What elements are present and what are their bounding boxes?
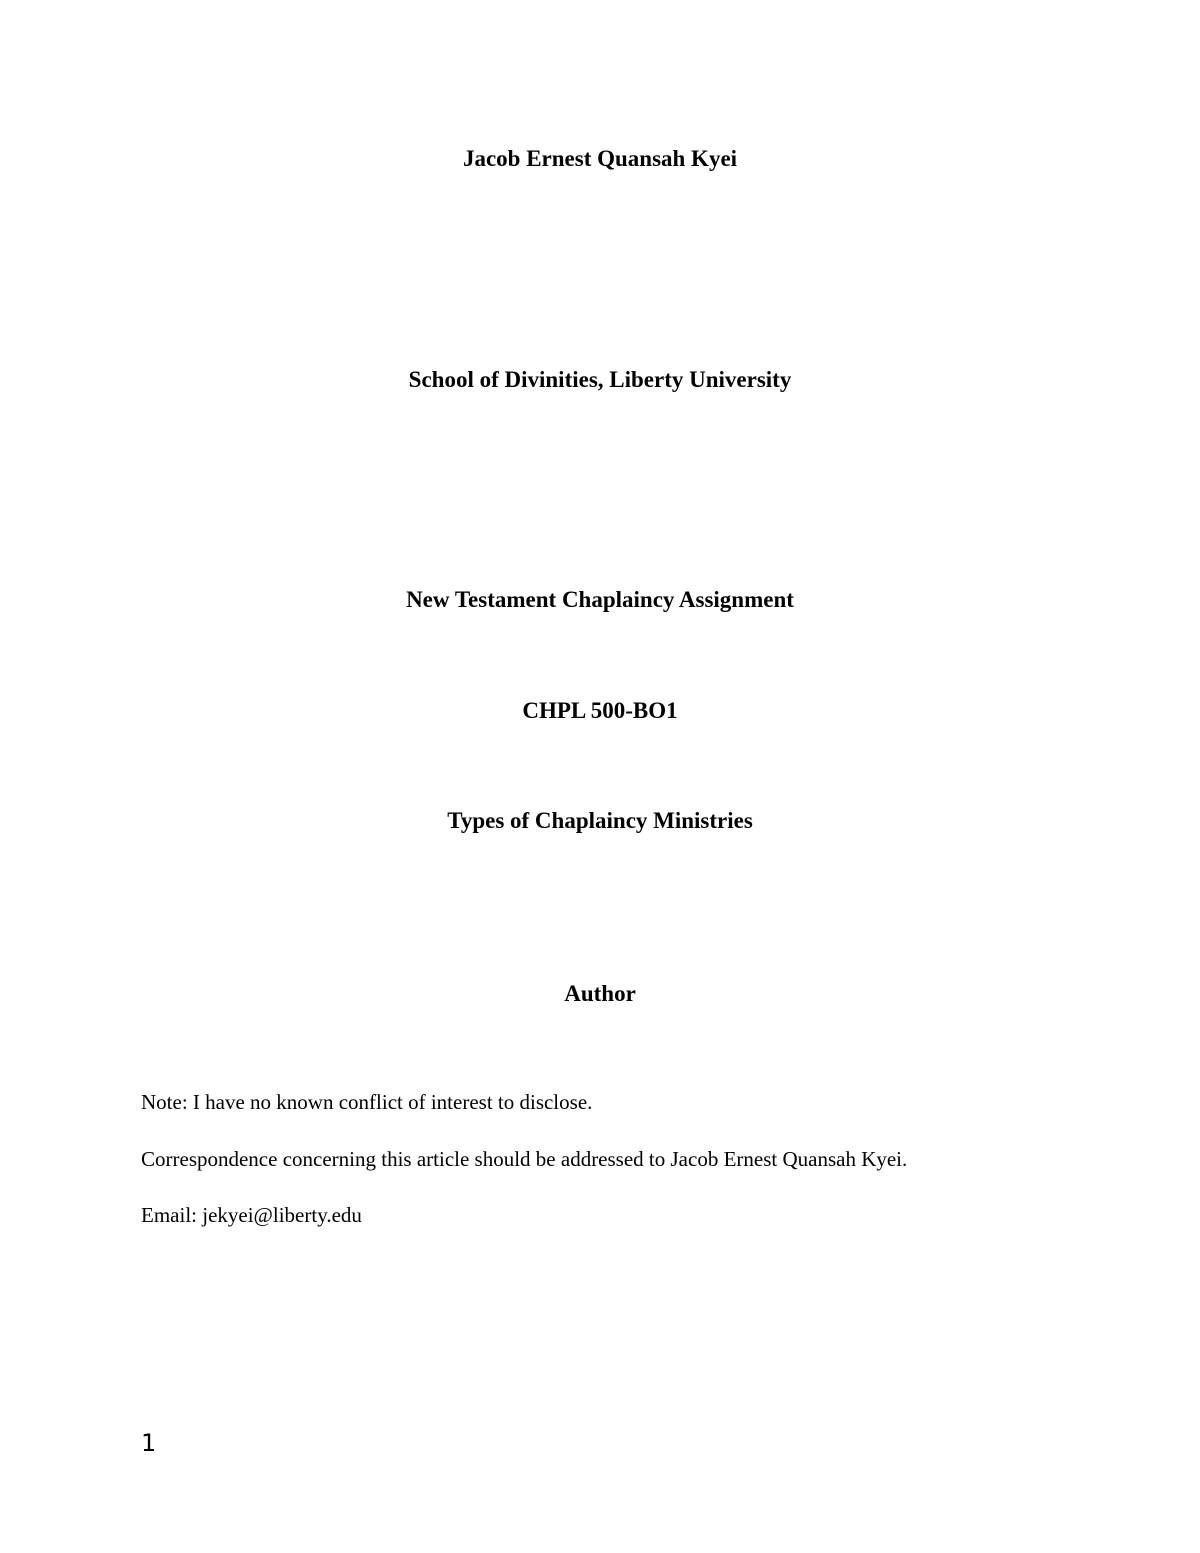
- course-code: CHPL 500-BO1: [522, 698, 678, 723]
- conflict-note: Note: I have no known conflict of interest to disclose.: [141, 1090, 593, 1114]
- assignment-title: New Testament Chaplaincy Assignment: [406, 587, 794, 612]
- author-name: Jacob Ernest Quansah Kyei: [462, 146, 738, 171]
- paper-title: Types of Chaplaincy Ministries: [447, 808, 753, 833]
- email-line: Email: jekyei@liberty.edu: [141, 1203, 362, 1227]
- author-heading: Author: [564, 981, 636, 1006]
- correspondence-note: Correspondence concerning this article should be addressed to Jacob Ernest Quansah Kyei.: [141, 1147, 908, 1171]
- page-number: 1: [141, 1429, 157, 1457]
- institution: School of Divinities, Liberty University: [408, 367, 792, 392]
